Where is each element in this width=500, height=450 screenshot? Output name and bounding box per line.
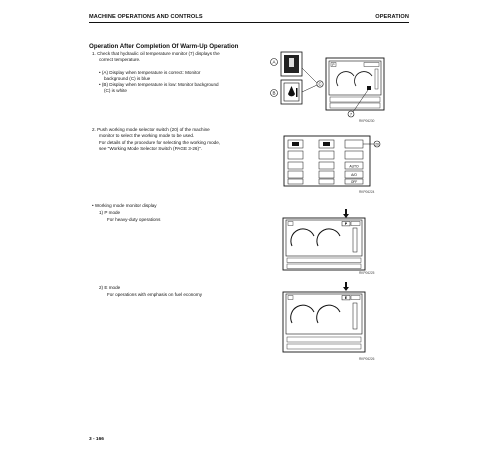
panel-button-r1c3 <box>345 140 363 148</box>
working-mode-label-e: E <box>344 296 348 300</box>
panel-button-r5c2 <box>319 179 334 184</box>
header-right: OPERATION <box>375 14 409 20</box>
monitor-button-row-bottom-p <box>287 264 361 269</box>
e-mode-title: 2) E mode <box>99 285 121 290</box>
monitor-button-row-top-p <box>287 258 361 263</box>
header-left: MACHINE OPERATIONS AND CONTROLS <box>89 14 203 20</box>
panel-button-r2c2 <box>319 151 334 159</box>
figure-p-mode-monitor <box>282 208 378 274</box>
step1-line-2: correct temperature. <box>99 57 141 63</box>
figure-working-mode-switch-panel <box>283 135 383 191</box>
monitor-button-row-bottom <box>330 103 380 108</box>
mode-display-bullet: • Working mode monitor display <box>92 203 157 208</box>
step2-line-1: 2. Push working mode selector switch (20) of the machine <box>92 127 210 132</box>
callout-c-label: C <box>318 81 322 87</box>
mode-icon <box>292 142 299 146</box>
step2-line-4: see "Working Mode Selector Switch (PAGE 3-26)". <box>99 145 202 151</box>
panel-button-r5c1 <box>288 179 303 184</box>
monitor-screen-p <box>286 220 362 256</box>
figure-e-mode-monitor <box>282 281 378 357</box>
level-bar-e <box>353 303 357 329</box>
callout-20-label: 20 <box>375 142 379 147</box>
figure3-id: RKP06225 <box>359 271 375 275</box>
hydraulic-oil-temp-monitor <box>367 86 371 90</box>
callout-a-label: A <box>272 59 276 65</box>
monitor-screen-e <box>286 294 362 334</box>
e-mode-desc: For operations with emphasis on fuel economy <box>107 292 202 297</box>
screen-mode-label: P <box>332 62 335 67</box>
off-button-label: OFF <box>350 180 358 185</box>
mode-icon-2 <box>323 142 330 146</box>
step1-text <box>92 51 220 95</box>
figure4-id: RKP06226 <box>359 357 375 361</box>
callout-b-label: B <box>272 90 276 96</box>
monitor-button-row-bottom-e <box>287 344 361 349</box>
mode-arrow-icon <box>343 209 349 218</box>
figure-hydraulic-temperature-monitor <box>268 50 388 120</box>
auto-button-label: AUTO <box>349 164 359 169</box>
bullet-a-line-2: background (C) is blue <box>104 75 151 81</box>
panel-button-r3c2 <box>319 162 334 169</box>
panel-button-r4c2 <box>319 171 334 178</box>
mode-arrow-icon-e <box>343 282 349 291</box>
ao-button-label: A/O <box>351 173 357 178</box>
figure1-id: RKP06230 <box>359 119 375 123</box>
thermometer-icon <box>296 88 298 97</box>
step2-text <box>92 127 220 152</box>
monitor-button-row-top <box>330 97 380 102</box>
panel-button-r2c1 <box>288 151 303 159</box>
bullet-b-line-2: (C) is white <box>104 88 127 94</box>
panel-button-r2c3 <box>345 151 363 159</box>
header-rule <box>89 22 409 23</box>
callout-7-label: 7 <box>349 111 353 117</box>
working-mode-label-p: P <box>344 222 348 226</box>
bullet-b-line-1: • (B) Display when temperature is low: Monitor background <box>99 82 219 88</box>
step2-line-2: monitor to select the working mode to be used. <box>99 133 195 139</box>
monitor-button-row-top-e <box>287 337 361 342</box>
step2-line-3: For details of the procedure for selecting the working mode, <box>99 139 221 145</box>
figure2-id: RKP06224 <box>359 190 375 194</box>
panel-button-r4c1 <box>288 171 303 178</box>
p-mode-title: 1) P mode <box>99 210 121 215</box>
section-title: Operation After Completion Of Warm-Up Operation <box>89 43 239 50</box>
bullet-a-line-1: • (A) Display when temperature is correct: Monitor <box>99 69 201 75</box>
level-bar <box>375 69 378 89</box>
level-bar-p <box>353 228 357 252</box>
p-mode-desc: For heavy-duty operations <box>107 217 161 222</box>
page-number: 3 - 166 <box>89 437 104 442</box>
oil-temperature-icon <box>289 58 294 67</box>
step1-line-1: 1. Check that hydraulic oil temperature monitor (7) displays the <box>92 51 220 56</box>
panel-button-r3c1 <box>288 162 303 169</box>
